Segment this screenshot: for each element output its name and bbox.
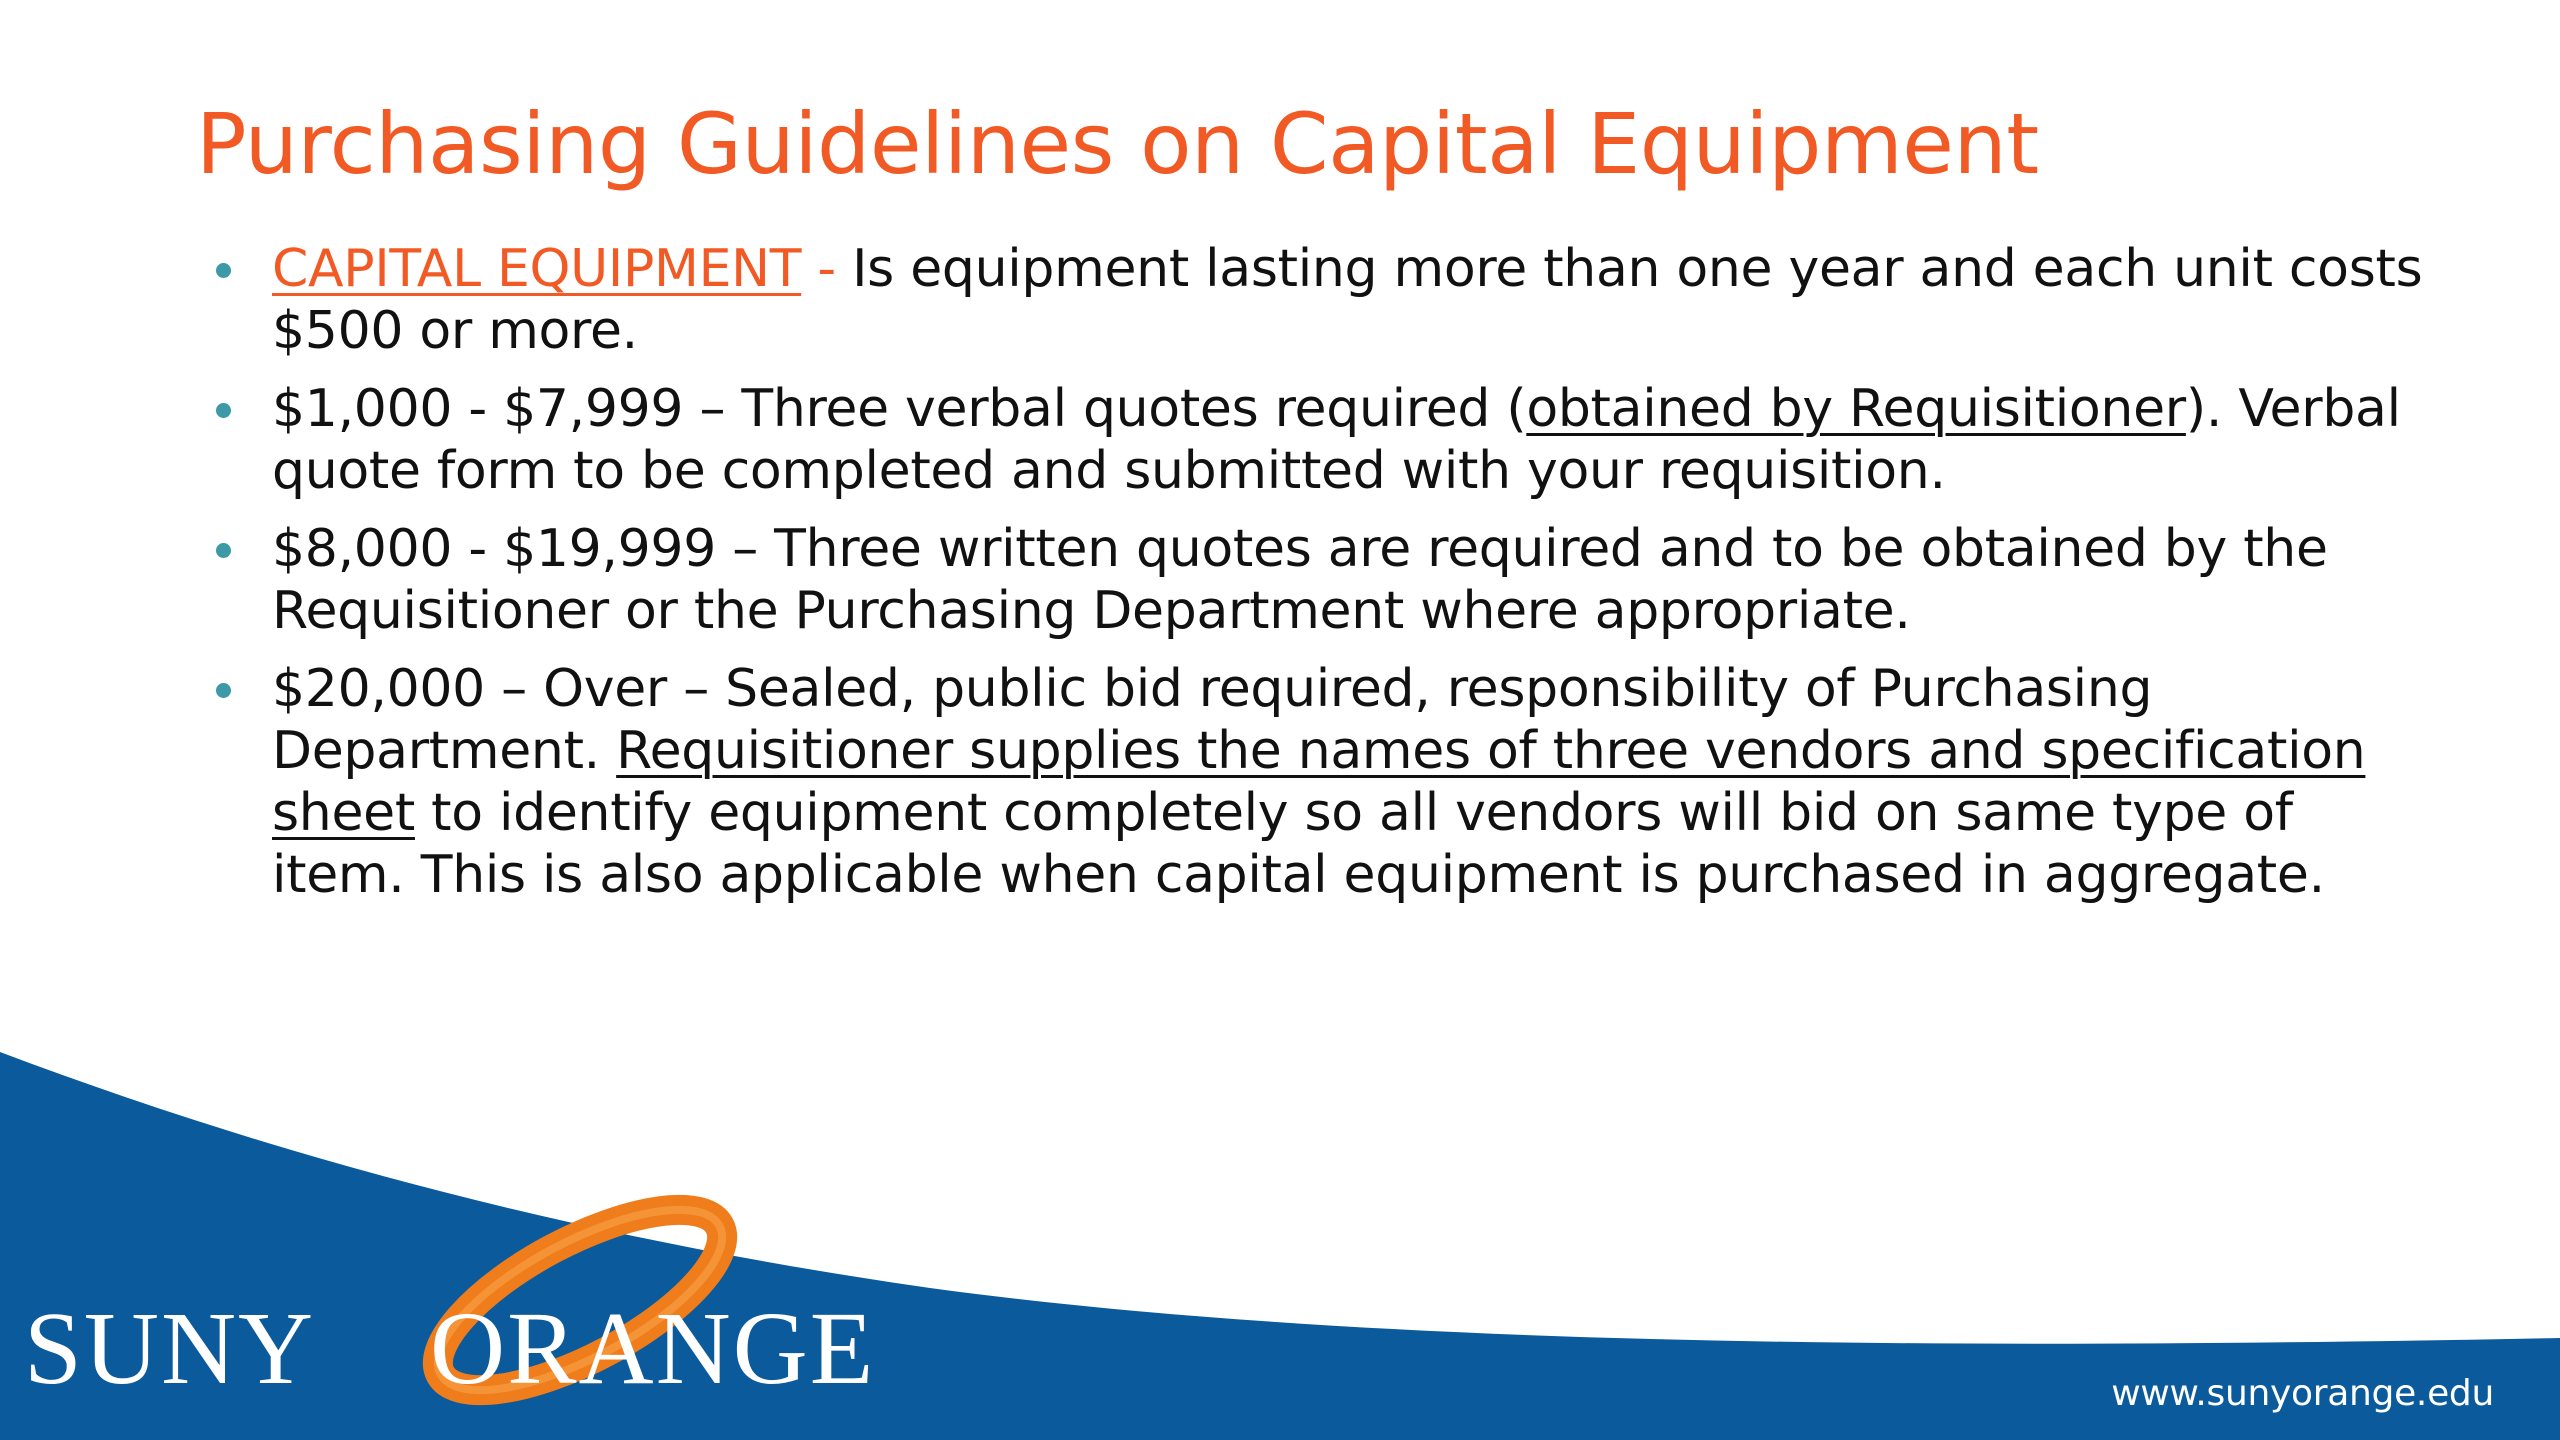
bullet-text: $1,000 - $7,999 – Three verbal quotes required ( bbox=[272, 379, 1527, 439]
svg-text:ORANGE: ORANGE bbox=[430, 1291, 876, 1406]
svg-text:SUNY: SUNY bbox=[24, 1291, 316, 1406]
term-dash: - bbox=[801, 239, 853, 299]
underlined-text: Requisitioner supplies the names of three vendors and specification sheet bbox=[272, 721, 2366, 843]
bullet-text: to identify equipment completely so all vendors will bid on same type of item. This is also applicable when capital equipment is purchased in aggregate. bbox=[272, 783, 2325, 905]
slide-title: Purchasing Guidelines on Capital Equipment bbox=[196, 95, 2039, 193]
suny-orange-logo-text bbox=[24, 1291, 875, 1406]
capital-equipment-term: CAPITAL EQUIPMENT bbox=[272, 239, 802, 299]
bullet-text: ). Verbal quote form to be completed and submitted with your requisition. bbox=[272, 379, 2401, 501]
website-url: www.sunyorange.edu bbox=[2111, 1373, 2494, 1414]
bullet-text: $20,000 – Over – Sealed, public bid required, responsibility of Purchasing Department. bbox=[272, 659, 2153, 781]
bullet-text: $8,000 - $19,999 – Three written quotes are required and to be obtained by the Requisitioner or the Purchasing Department where appropriate. bbox=[272, 519, 2328, 641]
bullet-text: Is equipment lasting more than one year and each unit costs $500 or more. bbox=[272, 239, 2423, 361]
underlined-text: obtained by Requisitioner bbox=[1526, 379, 2186, 439]
